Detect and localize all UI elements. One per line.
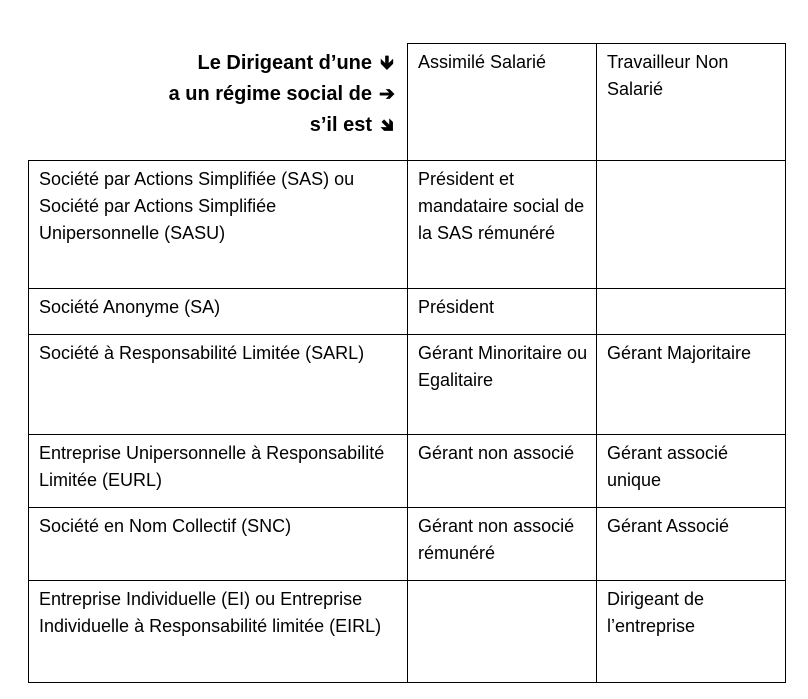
- column-header-travailleur-non-salarie: Travailleur Non Salarié: [597, 44, 786, 161]
- arrow-down-right-icon: 🡾: [380, 115, 394, 136]
- row-label: Société à Responsabilité Limitée (SARL): [29, 335, 408, 435]
- row-label: Société par Actions Simplifiée (SAS) ou Société par Actions Simplifiée Unipersonnelle (SASU): [29, 161, 408, 289]
- column-header-assimile-salarie: Assimilé Salarié: [408, 44, 597, 161]
- table-row: [29, 161, 786, 289]
- table-row: [29, 508, 786, 581]
- table-row: [29, 335, 786, 435]
- header-line-1-text: Le Dirigeant d’une: [197, 52, 372, 74]
- header-blank-cell: [29, 44, 408, 161]
- arrow-right-icon: ➔: [379, 84, 395, 105]
- row-label: Entreprise Individuelle (EI) ou Entreprise Individuelle à Responsabilité limitée (EIRL): [29, 581, 408, 683]
- arrow-down-icon: 🡻: [380, 53, 394, 74]
- header-line-3-text: s’il est: [309, 114, 372, 136]
- cell-assimile-salarie: Président: [408, 289, 597, 335]
- cell-travailleur-non-salarie: [597, 161, 786, 289]
- table-header-row: [29, 44, 786, 161]
- table-row: [29, 435, 786, 508]
- regime-social-table: [28, 43, 786, 683]
- cell-assimile-salarie: Gérant non associé: [408, 435, 597, 508]
- table-row: [29, 289, 786, 335]
- cell-travailleur-non-salarie: Dirigeant de l’entreprise: [597, 581, 786, 683]
- cell-assimile-salarie: Gérant non associé rémunéré: [408, 508, 597, 581]
- cell-assimile-salarie: Gérant Minoritaire ou Egalitaire: [408, 335, 597, 435]
- cell-assimile-salarie: [408, 581, 597, 683]
- cell-travailleur-non-salarie: Gérant associé unique: [597, 435, 786, 508]
- row-label: Société en Nom Collectif (SNC): [29, 508, 408, 581]
- cell-travailleur-non-salarie: [597, 289, 786, 335]
- cell-travailleur-non-salarie: Gérant Associé: [597, 508, 786, 581]
- header-line-2-text: a un régime social de: [168, 83, 372, 105]
- table-row: [29, 581, 786, 683]
- row-label: Entreprise Unipersonnelle à Responsabilité Limitée (EURL): [29, 435, 408, 508]
- row-label: Société Anonyme (SA): [29, 289, 408, 335]
- cell-assimile-salarie: Président et mandataire social de la SAS rémunéré: [408, 161, 597, 289]
- cell-travailleur-non-salarie: Gérant Majoritaire: [597, 335, 786, 435]
